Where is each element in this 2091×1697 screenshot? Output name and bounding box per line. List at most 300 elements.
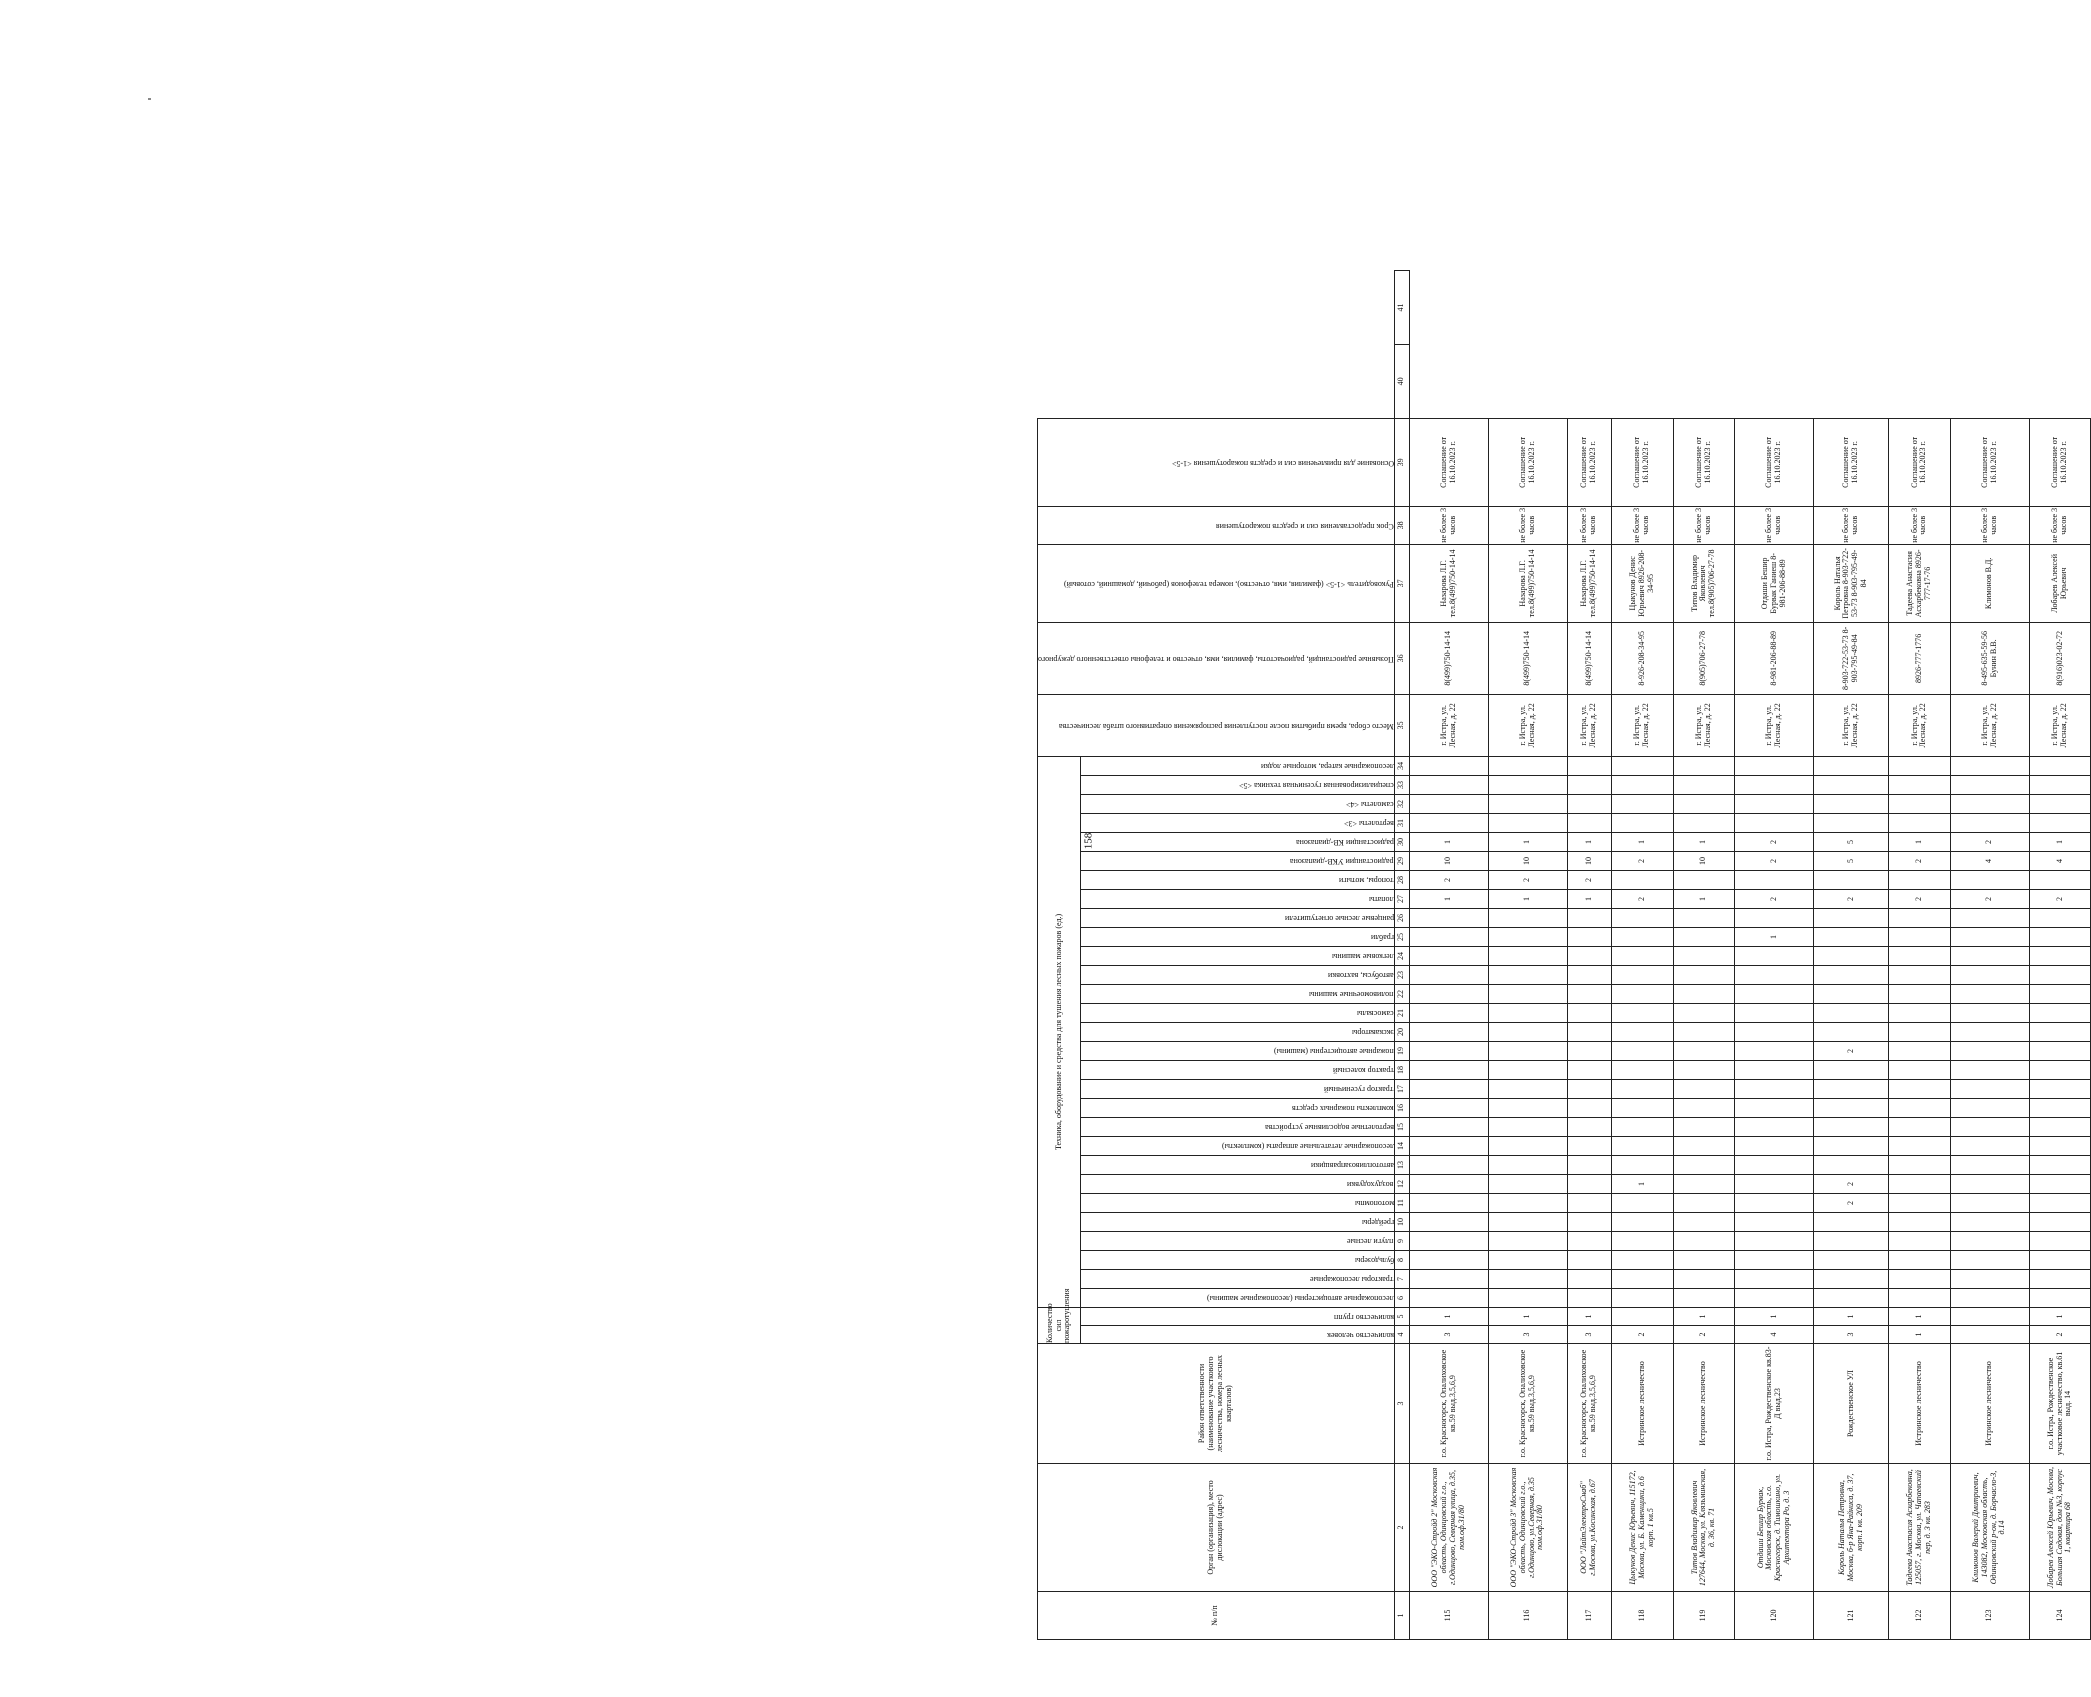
row-equipment-count bbox=[1889, 795, 1951, 814]
header-tech-col-text: тракторы лесопожарные bbox=[1310, 1275, 1394, 1285]
row-organization: ООО "ЭКО-Стройд 2" Московская область, Одинцовский г.о., г.Одинцово, Северная улица, д.35, пом.оф.31/80 bbox=[1409, 1464, 1488, 1592]
row-equipment-count bbox=[2029, 1099, 2091, 1118]
row-organization: Климонов Валерий Дмитриевич, 143082, Московская область, Одинцовский р-он, д. Борчасло-3, д.14 bbox=[1950, 1464, 2029, 1592]
row-gathering-place: г. Истра, ул. Лесная, д. 22 bbox=[1567, 694, 1611, 756]
row-equipment-count bbox=[1567, 1004, 1611, 1023]
row-equipment-count: 1 bbox=[2029, 833, 2091, 852]
row-equipment-count: 1 bbox=[1889, 833, 1951, 852]
header-tech-col bbox=[1080, 1042, 1394, 1061]
header-tech-col-text: пожарные автоцистерны (машины) bbox=[1274, 1047, 1394, 1057]
header-tech-col bbox=[1080, 756, 1394, 775]
row-equipment-count bbox=[1950, 1289, 2029, 1308]
row-equipment-count bbox=[1950, 966, 2029, 985]
header-num: № п/п bbox=[1038, 1592, 1395, 1640]
row-equipment-count bbox=[1950, 1061, 2029, 1080]
row-equipment-count bbox=[1735, 1118, 1814, 1137]
row-equipment-count bbox=[1488, 1118, 1567, 1137]
row-head-contact: Титов Владимир Яковлевич тел.8(905)706-27-78 bbox=[1673, 544, 1735, 622]
row-head-contact: Отдаши Бешир Бурвак Ганиеш 8-981-206-88-89 bbox=[1735, 544, 1814, 622]
header-tech-col bbox=[1080, 1099, 1394, 1118]
row-equipment-count bbox=[1488, 1137, 1567, 1156]
column-number: 36 bbox=[1394, 622, 1409, 694]
row-equipment-count bbox=[1735, 1080, 1814, 1099]
column-number: 33 bbox=[1394, 776, 1409, 795]
row-equipment-count bbox=[1488, 1061, 1567, 1080]
header-place bbox=[1038, 694, 1395, 756]
row-equipment-count bbox=[1611, 1061, 1673, 1080]
row-equipment-count bbox=[2029, 1175, 2091, 1194]
row-equipment-count bbox=[1735, 1232, 1814, 1251]
row-equipment-count bbox=[1488, 1004, 1567, 1023]
row-equipment-count bbox=[1567, 966, 1611, 985]
row-equipment-count bbox=[1611, 871, 1673, 890]
column-number: 11 bbox=[1394, 1194, 1409, 1213]
header-tech-col bbox=[1080, 852, 1394, 871]
row-equipment-count: 2 bbox=[1950, 890, 2029, 909]
row-equipment-count bbox=[1409, 1289, 1488, 1308]
row-equipment-count bbox=[1735, 1023, 1814, 1042]
column-number: 31 bbox=[1394, 814, 1409, 833]
header-groups bbox=[1080, 1308, 1394, 1326]
table-row bbox=[1409, 271, 1488, 1640]
row-number: 122 bbox=[1889, 1592, 1951, 1640]
row-equipment-count bbox=[1673, 966, 1735, 985]
column-number: 35 bbox=[1394, 694, 1409, 756]
row-radio-duty: 8(499)750-14-14 bbox=[1488, 622, 1567, 694]
row-equipment-count bbox=[1409, 1194, 1488, 1213]
row-gathering-place: г. Истра, ул. Лесная, д. 22 bbox=[1488, 694, 1567, 756]
header-term-text: Срок предоставления сил и средств пожаротушения bbox=[1215, 521, 1394, 531]
row-equipment-count bbox=[1567, 1289, 1611, 1308]
row-gathering-place: г. Истра, ул. Лесная, д. 22 bbox=[2029, 694, 2091, 756]
row-equipment-count bbox=[1889, 966, 1951, 985]
row-equipment-count: 2 bbox=[1567, 871, 1611, 890]
row-equipment-count bbox=[1889, 909, 1951, 928]
row-equipment-count bbox=[2029, 1118, 2091, 1137]
scan-speck bbox=[148, 98, 151, 100]
header-tech-col bbox=[1080, 1080, 1394, 1099]
row-equipment-count bbox=[1889, 1004, 1951, 1023]
row-equipment-count: 1 bbox=[1488, 833, 1567, 852]
row-people-count: 2 bbox=[1611, 1326, 1673, 1344]
row-equipment-count bbox=[1889, 756, 1951, 775]
row-equipment-count bbox=[2029, 1232, 2091, 1251]
row-equipment-count bbox=[1889, 1156, 1951, 1175]
row-equipment-count bbox=[1409, 1175, 1488, 1194]
header-tech-col-text: лесопожарные автоцистерны (лесопожарные машины) bbox=[1207, 1294, 1394, 1304]
header-tech-col bbox=[1080, 1251, 1394, 1270]
row-deadline: не более 3 часов bbox=[1567, 506, 1611, 544]
row-gathering-place: г. Истра, ул. Лесная, д. 22 bbox=[1889, 694, 1951, 756]
row-group-count: 1 bbox=[1673, 1308, 1735, 1326]
header-tech-col-text: самолеты <4> bbox=[1346, 800, 1394, 810]
row-equipment-count bbox=[2029, 947, 2091, 966]
row-equipment-count bbox=[1611, 1213, 1673, 1232]
column-number: 6 bbox=[1394, 1289, 1409, 1308]
row-equipment-count bbox=[1735, 1289, 1814, 1308]
row-equipment-count bbox=[1611, 947, 1673, 966]
row-equipment-count bbox=[1889, 1270, 1951, 1289]
header-tech-col-text: лесопожарные катера, моторные лодки bbox=[1260, 762, 1394, 772]
row-deadline: не более 3 часов bbox=[1488, 506, 1567, 544]
header-tech-col bbox=[1080, 1156, 1394, 1175]
row-equipment-count bbox=[1611, 1156, 1673, 1175]
row-organization: Лобарев Алексей Юрьевич, Москва, Большая Садовая, дом №3, корпус 1, квартира 68 bbox=[2029, 1464, 2091, 1592]
row-equipment-count bbox=[1567, 814, 1611, 833]
header-tech-col-text: радиостанции УКВ-диапазона bbox=[1290, 857, 1394, 867]
row-group-count: 1 bbox=[1409, 1308, 1488, 1326]
row-equipment-count bbox=[1567, 1270, 1611, 1289]
row-equipment-count bbox=[1735, 909, 1814, 928]
row-people-count: 2 bbox=[2029, 1326, 2091, 1344]
row-equipment-count bbox=[1611, 1251, 1673, 1270]
row-deadline: не более 3 часов bbox=[1409, 506, 1488, 544]
header-tech-col-text: грабли bbox=[1370, 933, 1394, 943]
row-people-count: 2 bbox=[1673, 1326, 1735, 1344]
row-equipment-count bbox=[1889, 1099, 1951, 1118]
row-equipment-count bbox=[1735, 871, 1814, 890]
row-equipment-count bbox=[1611, 1194, 1673, 1213]
row-group-count: 1 bbox=[1488, 1308, 1567, 1326]
row-equipment-count bbox=[1409, 985, 1488, 1004]
row-equipment-count bbox=[1950, 1042, 2029, 1061]
row-equipment-count: 2 bbox=[1735, 833, 1814, 852]
header-tech-col-text: радиостанции КВ-диапазона bbox=[1295, 838, 1394, 848]
row-equipment-count bbox=[1889, 1251, 1951, 1270]
header-people bbox=[1080, 1326, 1394, 1344]
row-equipment-count bbox=[1567, 795, 1611, 814]
row-equipment-count bbox=[1814, 928, 1889, 947]
row-organization: Король Наталья Петровна, Москва, б-р Яна-Райниса, д. 37, корп.1 кв. 209 bbox=[1814, 1464, 1889, 1592]
row-equipment-count bbox=[1567, 1099, 1611, 1118]
column-number: 3 bbox=[1394, 1344, 1409, 1464]
row-number: 121 bbox=[1814, 1592, 1889, 1640]
row-equipment-count bbox=[1814, 1118, 1889, 1137]
row-equipment-count bbox=[1889, 871, 1951, 890]
row-equipment-count bbox=[1488, 756, 1567, 775]
row-deadline: не более 3 часов bbox=[1814, 506, 1889, 544]
row-equipment-count bbox=[1611, 909, 1673, 928]
row-equipment-count: 4 bbox=[2029, 852, 2091, 871]
row-equipment-count: 1 bbox=[1735, 928, 1814, 947]
row-equipment-count bbox=[1488, 1232, 1567, 1251]
header-tech-col-text: грейдеры bbox=[1361, 1218, 1394, 1228]
row-basis: Соглашение от 16.10.2023 г. bbox=[1735, 418, 1814, 506]
row-equipment-count: 2 bbox=[1611, 890, 1673, 909]
header-tech-col bbox=[1080, 1118, 1394, 1137]
header-tech-col-text: воздуходувки bbox=[1347, 1180, 1394, 1190]
row-equipment-count bbox=[1611, 1118, 1673, 1137]
row-equipment-count bbox=[1488, 1042, 1567, 1061]
row-equipment-count bbox=[1673, 947, 1735, 966]
row-equipment-count bbox=[1950, 871, 2029, 890]
row-equipment-count bbox=[1611, 928, 1673, 947]
column-number: 28 bbox=[1394, 871, 1409, 890]
row-organization: Тадеева Анастасия Асхарбековна, 125057, г. Москва, ул. Чапаевский пер, д. 3 кв. 283 bbox=[1889, 1464, 1951, 1592]
row-equipment-count bbox=[1889, 1289, 1951, 1308]
row-equipment-count bbox=[1488, 928, 1567, 947]
row-equipment-count bbox=[1814, 1023, 1889, 1042]
row-organization: Цыкунов Денис Юрьевич, 115172, Москва, ул. Б. Каменщики, д.6 корп. 1 кв.5 bbox=[1611, 1464, 1673, 1592]
row-number: 120 bbox=[1735, 1592, 1814, 1640]
row-responsibility-area: г.о. Истра, Рождественское участковое лесничество, кв.61 выд. 14 bbox=[2029, 1344, 2091, 1464]
header-tech-group: Техника, оборудование и средства для тушения лесных пожаров (ед.) bbox=[1038, 756, 1081, 1307]
row-responsibility-area: г.о. Красногорск, Опалиховское кв.59 выд.3,5,6,9 bbox=[1409, 1344, 1488, 1464]
row-equipment-count bbox=[1488, 1156, 1567, 1175]
header-tech-col bbox=[1080, 1175, 1394, 1194]
row-number: 118 bbox=[1611, 1592, 1673, 1640]
row-equipment-count bbox=[1567, 1137, 1611, 1156]
row-radio-duty: 8(905)706-27-78 bbox=[1673, 622, 1735, 694]
row-equipment-count bbox=[1889, 985, 1951, 1004]
row-responsibility-area: г.о. Истра, Рождественское кв.83-Д выд.23 bbox=[1735, 1344, 1814, 1464]
row-equipment-count bbox=[1673, 1156, 1735, 1175]
row-equipment-count bbox=[1611, 1004, 1673, 1023]
row-gathering-place: г. Истра, ул. Лесная, д. 22 bbox=[1673, 694, 1735, 756]
row-head-contact: Лобарев Алексей Юрьевич bbox=[2029, 544, 2091, 622]
column-number: 32 bbox=[1394, 795, 1409, 814]
row-equipment-count bbox=[1735, 756, 1814, 775]
column-number: 22 bbox=[1394, 985, 1409, 1004]
row-equipment-count bbox=[1409, 1099, 1488, 1118]
row-responsibility-area: г.о. Красногорск, Опалиховское кв.59 выд.3,5,6,9 bbox=[1488, 1344, 1567, 1464]
row-equipment-count bbox=[1889, 776, 1951, 795]
row-equipment-count: 1 bbox=[1567, 890, 1611, 909]
row-head-contact: Тадеева Анастасия Асхарбековна 8926-777-17-76 bbox=[1889, 544, 1951, 622]
row-equipment-count bbox=[2029, 909, 2091, 928]
row-equipment-count bbox=[1567, 1061, 1611, 1080]
column-number: 37 bbox=[1394, 544, 1409, 622]
row-equipment-count bbox=[1409, 1118, 1488, 1137]
row-equipment-count bbox=[1611, 1289, 1673, 1308]
row-organization: Титов Владимир Яковлевич 127644, Москва, ул. Клязьминская, д. 36, кв. 71 bbox=[1673, 1464, 1735, 1592]
row-equipment-count bbox=[1814, 1080, 1889, 1099]
row-radio-duty: 8(499)750-14-14 bbox=[1567, 622, 1611, 694]
row-head-contact: Цыкунов Денис Юрьевич 8926-208-34-95 bbox=[1611, 544, 1673, 622]
row-equipment-count bbox=[1950, 756, 2029, 775]
row-equipment-count bbox=[1673, 1194, 1735, 1213]
row-equipment-count bbox=[1814, 776, 1889, 795]
row-responsibility-area: Рождественское УЛ bbox=[1814, 1344, 1889, 1464]
header-tech-col-text: комплекты пожарных средств bbox=[1292, 1104, 1394, 1114]
column-number: 8 bbox=[1394, 1251, 1409, 1270]
row-gathering-place: г. Истра, ул. Лесная, д. 22 bbox=[1735, 694, 1814, 756]
row-equipment-count bbox=[1673, 1270, 1735, 1289]
row-head-contact: Назарова Л.Г. тел.8(499)750-14-14 bbox=[1567, 544, 1611, 622]
row-equipment-count: 10 bbox=[1567, 852, 1611, 871]
row-equipment-count bbox=[2029, 814, 2091, 833]
row-equipment-count bbox=[1673, 1137, 1735, 1156]
row-equipment-count bbox=[1409, 1156, 1488, 1175]
row-equipment-count: 10 bbox=[1488, 852, 1567, 871]
row-equipment-count: 2 bbox=[1488, 871, 1567, 890]
row-radio-duty: 8-903-722-53-73 8-903-795-49-84 bbox=[1814, 622, 1889, 694]
row-equipment-count: 1 bbox=[1611, 1175, 1673, 1194]
header-tech-col bbox=[1080, 1270, 1394, 1289]
row-basis: Соглашение от 16.10.2023 г. bbox=[1673, 418, 1735, 506]
row-equipment-count bbox=[1567, 1118, 1611, 1137]
row-gathering-place: г. Истра, ул. Лесная, д. 22 bbox=[1611, 694, 1673, 756]
row-equipment-count: 2 bbox=[1814, 890, 1889, 909]
row-equipment-count: 1 bbox=[1567, 833, 1611, 852]
row-group-count: 1 bbox=[1889, 1308, 1951, 1326]
row-equipment-count bbox=[1673, 776, 1735, 795]
row-equipment-count bbox=[1488, 985, 1567, 1004]
header-radio-text: Позывные радиостанций, радиочастоты, фамилия, имя, отчество и телефоны ответственного дежурного bbox=[1038, 654, 1394, 664]
column-number: 29 bbox=[1394, 852, 1409, 871]
column-number: 4 bbox=[1394, 1326, 1409, 1344]
row-equipment-count bbox=[1735, 1251, 1814, 1270]
row-group-count: 1 bbox=[1814, 1308, 1889, 1326]
row-equipment-count bbox=[1673, 1118, 1735, 1137]
row-equipment-count bbox=[1814, 1270, 1889, 1289]
row-equipment-count bbox=[1735, 795, 1814, 814]
table-row bbox=[2029, 271, 2091, 1640]
row-radio-duty: 8926-777-1776 bbox=[1889, 622, 1951, 694]
row-equipment-count bbox=[1409, 909, 1488, 928]
row-equipment-count bbox=[1814, 909, 1889, 928]
table-row bbox=[1673, 271, 1735, 1640]
row-equipment-count bbox=[1814, 814, 1889, 833]
row-equipment-count bbox=[2029, 756, 2091, 775]
table-row bbox=[1488, 271, 1567, 1640]
row-equipment-count bbox=[1611, 795, 1673, 814]
row-equipment-count bbox=[1814, 1232, 1889, 1251]
header-head bbox=[1038, 544, 1395, 622]
row-equipment-count bbox=[1409, 1251, 1488, 1270]
row-radio-duty: 8-926-208-34-95 bbox=[1611, 622, 1673, 694]
row-equipment-count bbox=[1567, 928, 1611, 947]
header-tech-col-text: легковые машины bbox=[1332, 952, 1394, 962]
row-equipment-count bbox=[2029, 776, 2091, 795]
column-number: 30 bbox=[1394, 833, 1409, 852]
row-equipment-count bbox=[1735, 966, 1814, 985]
header-tech-col-text: вертолеты <3> bbox=[1343, 819, 1394, 829]
row-group-count bbox=[1611, 1308, 1673, 1326]
row-equipment-count bbox=[1488, 909, 1567, 928]
header-place-text: Место сбора, время прибытия после поступления распоряжения оперативного штаба лесничества bbox=[1058, 721, 1394, 731]
row-equipment-count bbox=[1488, 947, 1567, 966]
row-equipment-count bbox=[2029, 1194, 2091, 1213]
rotated-table-wrapper bbox=[1037, 270, 2073, 1640]
column-number: 16 bbox=[1394, 1099, 1409, 1118]
row-equipment-count bbox=[1673, 1099, 1735, 1118]
row-equipment-count bbox=[2029, 1251, 2091, 1270]
row-equipment-count bbox=[1950, 985, 2029, 1004]
column-number: 15 bbox=[1394, 1118, 1409, 1137]
row-equipment-count bbox=[1673, 1232, 1735, 1251]
row-equipment-count bbox=[1889, 1061, 1951, 1080]
row-equipment-count: 4 bbox=[1950, 852, 2029, 871]
row-group-count bbox=[1950, 1308, 2029, 1326]
column-number: 38 bbox=[1394, 506, 1409, 544]
row-equipment-count bbox=[1673, 795, 1735, 814]
row-equipment-count bbox=[1889, 1194, 1951, 1213]
row-equipment-count bbox=[1409, 1270, 1488, 1289]
row-radio-duty: 8-495-635-59-56 Бунин В.В. bbox=[1950, 622, 2029, 694]
row-people-count: 3 bbox=[1814, 1326, 1889, 1344]
row-equipment-count bbox=[1409, 928, 1488, 947]
column-number: 25 bbox=[1394, 928, 1409, 947]
header-tech-col-text: специализированная гусеничная техника <5> bbox=[1239, 781, 1394, 791]
row-equipment-count bbox=[2029, 1137, 2091, 1156]
row-deadline: не более 3 часов bbox=[2029, 506, 2091, 544]
row-equipment-count bbox=[1814, 1289, 1889, 1308]
row-equipment-count bbox=[2029, 871, 2091, 890]
column-number: 2 bbox=[1394, 1464, 1409, 1592]
row-equipment-count bbox=[1673, 1023, 1735, 1042]
row-equipment-count bbox=[1735, 1156, 1814, 1175]
row-equipment-count bbox=[1735, 1213, 1814, 1232]
row-equipment-count bbox=[1814, 871, 1889, 890]
row-equipment-count bbox=[1814, 795, 1889, 814]
column-number: 17 bbox=[1394, 1080, 1409, 1099]
row-equipment-count bbox=[1950, 1099, 2029, 1118]
row-equipment-count bbox=[1567, 1175, 1611, 1194]
row-equipment-count bbox=[1814, 1156, 1889, 1175]
row-equipment-count bbox=[1488, 1194, 1567, 1213]
row-equipment-count bbox=[1409, 1023, 1488, 1042]
row-head-contact: Климонов В.Д. bbox=[1950, 544, 2029, 622]
row-equipment-count: 2 bbox=[1950, 833, 2029, 852]
column-number: 18 bbox=[1394, 1061, 1409, 1080]
row-equipment-count bbox=[1567, 776, 1611, 795]
row-equipment-count: 1 bbox=[1673, 833, 1735, 852]
row-head-contact: Король Наталья Петровна 8-903-722-53-73 8-903-795-49-84 bbox=[1814, 544, 1889, 622]
row-people-count: 4 bbox=[1735, 1326, 1814, 1344]
row-responsibility-area: Истринское лесничество bbox=[1673, 1344, 1735, 1464]
row-equipment-count bbox=[1567, 909, 1611, 928]
row-equipment-count bbox=[1673, 1175, 1735, 1194]
row-equipment-count bbox=[1735, 985, 1814, 1004]
row-equipment-count bbox=[1611, 814, 1673, 833]
row-equipment-count bbox=[1889, 1232, 1951, 1251]
row-equipment-count bbox=[1409, 1213, 1488, 1232]
row-equipment-count bbox=[1950, 814, 2029, 833]
row-equipment-count bbox=[1567, 1080, 1611, 1099]
row-equipment-count bbox=[1735, 1004, 1814, 1023]
column-number: 41 bbox=[1394, 271, 1409, 345]
row-responsibility-area: г.о. Красногорск, Опалиховское кв.59 выд.3,5,6,9 bbox=[1567, 1344, 1611, 1464]
row-equipment-count bbox=[2029, 985, 2091, 1004]
row-equipment-count bbox=[1409, 1004, 1488, 1023]
row-equipment-count bbox=[1814, 1213, 1889, 1232]
row-equipment-count: 1 bbox=[1488, 890, 1567, 909]
header-tech-col bbox=[1080, 928, 1394, 947]
table-row bbox=[1889, 271, 1951, 1640]
header-tech-col bbox=[1080, 966, 1394, 985]
row-equipment-count bbox=[1735, 814, 1814, 833]
row-people-count: 3 bbox=[1409, 1326, 1488, 1344]
row-group-count: 1 bbox=[2029, 1308, 2091, 1326]
header-term bbox=[1038, 506, 1395, 544]
header-tech-col-text: автобусы, вахтовки bbox=[1328, 971, 1394, 981]
row-equipment-count bbox=[1611, 1080, 1673, 1099]
row-gathering-place: г. Истра, ул. Лесная, д. 22 bbox=[1409, 694, 1488, 756]
header-head-text: Руководитель <1-5> (фамилия, имя, отчество), номера телефонов (рабочий, домашний, сотовый) bbox=[1063, 579, 1394, 589]
row-equipment-count bbox=[2029, 1023, 2091, 1042]
row-deadline: не более 3 часов bbox=[1673, 506, 1735, 544]
row-equipment-count bbox=[1567, 1042, 1611, 1061]
column-number: 9 bbox=[1394, 1232, 1409, 1251]
row-equipment-count bbox=[1611, 1042, 1673, 1061]
row-equipment-count bbox=[1611, 1270, 1673, 1289]
header-tech-col-text: поливомоечные машины bbox=[1309, 990, 1394, 1000]
row-equipment-count bbox=[2029, 1004, 2091, 1023]
header-tech-col-text: трактор колесный bbox=[1332, 1066, 1394, 1076]
header-tech-col-text: лесопожарные летательные аппараты (комплекты) bbox=[1221, 1142, 1394, 1152]
row-equipment-count bbox=[1889, 1137, 1951, 1156]
